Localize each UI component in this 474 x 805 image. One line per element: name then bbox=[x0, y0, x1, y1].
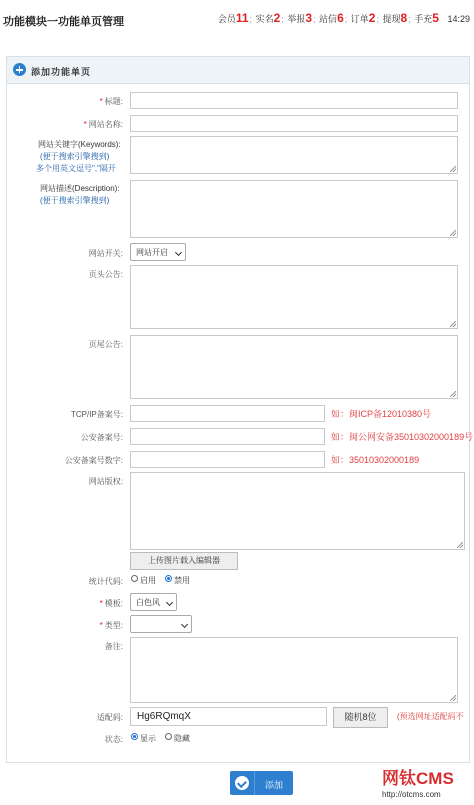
chevron-down-icon bbox=[166, 599, 173, 606]
panel-title: 添加功能单页 bbox=[31, 67, 92, 77]
site-name-label: * 网站名称: bbox=[83, 120, 123, 129]
chevron-down-icon bbox=[181, 621, 188, 628]
copyright-textarea[interactable] bbox=[130, 472, 465, 550]
logo-url: http://otcms.com bbox=[382, 790, 441, 799]
required-star: * bbox=[99, 599, 103, 608]
stats-enable-text: 启用 bbox=[140, 576, 156, 585]
plus-circle-icon bbox=[13, 63, 26, 76]
stat-message[interactable]: 站信6 bbox=[319, 11, 344, 25]
otcms-logo bbox=[382, 764, 474, 799]
icp-hint: 如：闽ICP备12010380号 bbox=[331, 409, 432, 419]
stats-disable-text: 禁用 bbox=[174, 576, 190, 585]
site-name-input[interactable] bbox=[130, 115, 458, 132]
type-select[interactable] bbox=[130, 615, 192, 633]
header-notice-textarea[interactable] bbox=[130, 265, 458, 329]
stat-member[interactable]: 会员11 bbox=[217, 11, 249, 25]
keywords-help-separator: 多个用英文逗号","隔开 bbox=[36, 164, 116, 173]
stat-withdraw[interactable]: 提现8 bbox=[382, 11, 408, 25]
required-star: * bbox=[99, 621, 103, 630]
add-submit-button[interactable] bbox=[230, 771, 293, 795]
description-help: (便于搜索引擎搜到) bbox=[40, 196, 110, 205]
code-hint: (预选网址适配码不 bbox=[397, 712, 464, 721]
logo-brand: 网钛CMS bbox=[382, 769, 454, 788]
status-show-text: 显示 bbox=[140, 734, 156, 743]
top-bar bbox=[0, 0, 474, 38]
status-hide-text: 隐藏 bbox=[174, 734, 190, 743]
stats-code-label: 统计代码: bbox=[88, 577, 123, 586]
police-num-label: 公安备案号数字: bbox=[64, 456, 123, 465]
status-label: 状态: bbox=[104, 735, 123, 744]
footer-notice-label: 页尾公告: bbox=[88, 340, 123, 349]
page-title: 功能模块一功能单页管理 bbox=[3, 16, 124, 28]
description-label: 网站描述(Description): bbox=[40, 184, 120, 193]
stats-enable-radio[interactable] bbox=[131, 575, 138, 582]
chevron-down-icon bbox=[175, 249, 182, 256]
upload-image-button[interactable]: 上传图片载入编辑器 bbox=[130, 552, 238, 570]
title-label: * 标题: bbox=[99, 97, 123, 106]
stat-realname[interactable]: 实名2 bbox=[255, 11, 281, 25]
header-notice-label: 页头公告: bbox=[88, 270, 123, 279]
keywords-label: 网站关键字(Keywords): bbox=[38, 140, 121, 149]
button-divider bbox=[254, 771, 255, 795]
check-circle-icon bbox=[235, 776, 249, 790]
site-switch-label: 网站开关: bbox=[88, 249, 123, 258]
police-num-input[interactable] bbox=[130, 451, 325, 468]
police-hint: 如：闽公网安备35010302000189号 bbox=[331, 432, 474, 442]
remark-textarea[interactable] bbox=[130, 637, 458, 703]
copyright-label: 网站版权: bbox=[88, 477, 123, 486]
clock-time: 14:29 bbox=[447, 14, 470, 24]
stats-bar: 会员11; 实名2; 举报3; 站信6; 订单2; 提现8; 手充5 14:29 bbox=[217, 11, 470, 25]
remark-label: 备注: bbox=[104, 642, 123, 651]
type-label: * 类型: bbox=[99, 621, 123, 630]
keywords-textarea[interactable] bbox=[130, 136, 458, 174]
police-num-hint: 如：35010302000189 bbox=[331, 455, 420, 465]
random-code-button[interactable]: 随机8位 bbox=[333, 707, 388, 728]
site-switch-select[interactable]: 网站开启 bbox=[130, 243, 186, 261]
status-hide-radio[interactable] bbox=[165, 733, 172, 740]
icp-label: TCP/IP备案号: bbox=[70, 410, 123, 419]
police-label: 公安备案号: bbox=[80, 433, 123, 442]
template-select[interactable]: 白色风 bbox=[130, 593, 177, 611]
required-star: * bbox=[99, 97, 103, 106]
description-textarea[interactable] bbox=[130, 180, 458, 238]
stats-disable-radio[interactable] bbox=[165, 575, 172, 582]
code-label: 适配码: bbox=[96, 713, 123, 722]
template-label: * 模板: bbox=[99, 599, 123, 608]
stat-order[interactable]: 订单2 bbox=[350, 11, 376, 25]
code-input[interactable]: Hg6RQmqX bbox=[130, 707, 327, 726]
status-show-radio[interactable] bbox=[131, 733, 138, 740]
icp-input[interactable] bbox=[130, 405, 325, 422]
panel-header bbox=[7, 57, 469, 84]
stat-recharge[interactable]: 手充5 bbox=[414, 11, 439, 25]
add-button-label: 添加 bbox=[265, 780, 284, 790]
police-input[interactable] bbox=[130, 428, 325, 445]
stat-report[interactable]: 举报3 bbox=[287, 11, 313, 25]
keywords-help: (便于搜索引擎搜到) bbox=[40, 152, 110, 161]
footer-notice-textarea[interactable] bbox=[130, 335, 458, 399]
title-input[interactable] bbox=[130, 92, 458, 109]
required-star: * bbox=[83, 120, 87, 129]
